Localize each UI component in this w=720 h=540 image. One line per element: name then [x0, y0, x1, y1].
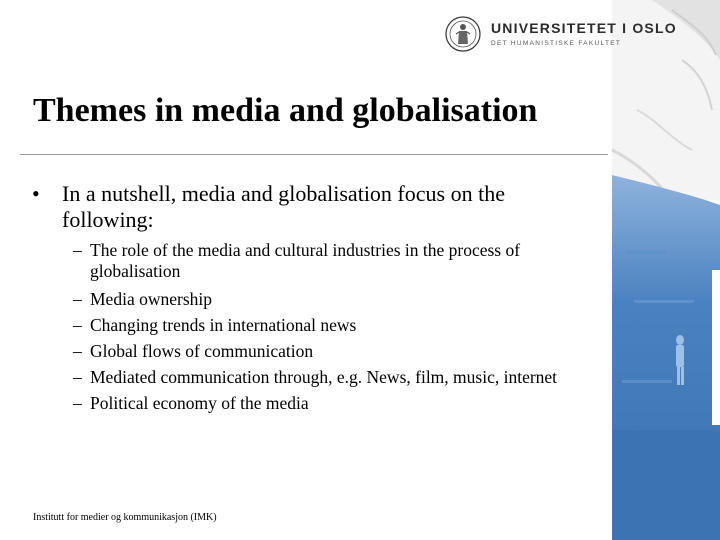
dash-marker: –: [73, 240, 82, 260]
main-bullet-text: In a nutshell, media and globalisation focus on the following:: [62, 181, 505, 232]
logo-text: [491, 20, 677, 48]
list-item-text: Changing trends in international news: [90, 315, 357, 335]
list-item: [73, 286, 593, 312]
list-item: [73, 338, 593, 364]
bullet-marker: •: [32, 181, 40, 206]
title-divider: [20, 154, 608, 155]
list-item-text: Political economy of the media: [90, 393, 309, 413]
dash-marker: –: [73, 315, 82, 335]
list-item: [73, 390, 593, 416]
university-seal-icon: [445, 16, 481, 52]
list-item: [73, 364, 593, 390]
list-item-text: Global flows of communication: [90, 341, 314, 361]
decorative-side-strip: [612, 0, 720, 540]
university-logo: [445, 14, 677, 54]
sub-bullet-list: [73, 240, 593, 416]
side-strip-graphic: [612, 0, 720, 540]
list-item-text: The role of the media and cultural industries in the process of globalisation: [90, 240, 521, 281]
list-item: [73, 240, 593, 282]
dash-marker: –: [73, 289, 82, 309]
list-item: [73, 312, 593, 338]
list-item-text: Mediated communication through, e.g. News, film, music, internet: [90, 367, 558, 387]
dash-marker: –: [73, 367, 82, 387]
slide-title: Themes in media and globalisation: [33, 92, 538, 129]
university-name: UNIVERSITETET I OSLO: [491, 20, 677, 36]
dash-marker: –: [73, 393, 82, 413]
faculty-name: DET HUMANISTISKE FAKULTET: [491, 40, 622, 47]
dash-marker: –: [73, 341, 82, 361]
footer-text: Institutt for medier og kommunikasjon (IMK): [33, 512, 217, 523]
main-bullet: [32, 181, 592, 233]
list-item-text: Media ownership: [90, 289, 212, 309]
